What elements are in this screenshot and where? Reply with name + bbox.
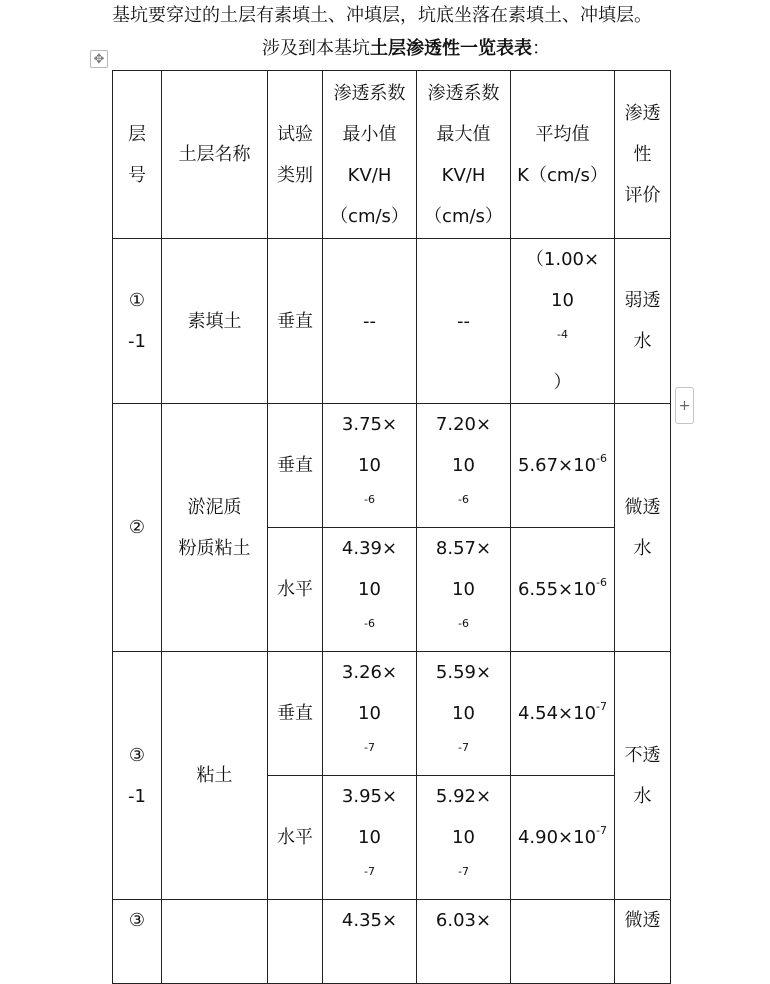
layer-no-cell: ① -1 xyxy=(113,239,162,404)
evaluation-cell: 微透 xyxy=(615,900,671,984)
kv-min-cell: 3.75× 10 $^{-6}$ xyxy=(323,404,417,528)
soil-name-cell: 淤泥质 粉质粘土 xyxy=(162,404,268,652)
header-evaluation: 渗透 性 评价 xyxy=(615,71,671,239)
table-row xyxy=(113,404,671,528)
test-type-cell: 水平 xyxy=(268,528,323,652)
header-row xyxy=(113,71,671,239)
evaluation-cell: 弱透 水 xyxy=(615,239,671,404)
kv-max-cell: 8.57× 10 $^{-6}$ xyxy=(417,528,511,652)
table-row xyxy=(113,900,671,984)
kv-min-cell: 3.26× 10 $^{-7}$ xyxy=(323,652,417,776)
kv-max-cell: 7.20× 10 $^{-6}$ xyxy=(417,404,511,528)
kv-max-cell: 6.03× xyxy=(417,900,511,984)
table-row xyxy=(113,239,671,404)
kv-min-cell: 4.35× xyxy=(323,900,417,984)
caption-suffix: ： xyxy=(532,38,550,59)
kv-max-cell: 5.59× 10 $^{-7}$ xyxy=(417,652,511,776)
header-test-type: 试验 类别 xyxy=(268,71,323,239)
plus-icon: + xyxy=(678,397,691,414)
table-move-handle[interactable] xyxy=(90,50,108,68)
test-type-cell: 垂直 xyxy=(268,652,323,776)
soil-name-cell: 素填土 xyxy=(162,239,268,404)
evaluation-cell: 不透 水 xyxy=(615,652,671,900)
average-cell: $4.54\times 10^{-7}$ xyxy=(511,652,615,776)
average-cell xyxy=(511,900,615,984)
test-type-cell: 垂直 xyxy=(268,239,323,404)
evaluation-cell: 微透 水 xyxy=(615,404,671,652)
layer-no-cell: ③ -1 xyxy=(113,652,162,900)
kv-min-cell: 3.95× 10 $^{-7}$ xyxy=(323,776,417,900)
kv-min-cell: 4.39× 10 $^{-6}$ xyxy=(323,528,417,652)
table-row xyxy=(113,652,671,776)
test-type-cell xyxy=(268,900,323,984)
soil-name-cell xyxy=(162,900,268,984)
kv-min-cell: -- xyxy=(323,239,417,404)
average-cell: $4.90\times 10^{-7}$ xyxy=(511,776,615,900)
header-soil-name: 土层名称 xyxy=(162,71,268,239)
kv-max-cell: -- xyxy=(417,239,511,404)
soil-name-cell: 粘土 xyxy=(162,652,268,900)
average-cell: $6.55\times 10^{-6}$ xyxy=(511,528,615,652)
header-kv-max: 渗透系数 最大值 KV/H （cm/s） xyxy=(417,71,511,239)
average-cell: $5.67\times 10^{-6}$ xyxy=(511,404,615,528)
caption-prefix: 涉及到本基坑 xyxy=(262,38,370,59)
test-type-cell: 水平 xyxy=(268,776,323,900)
average-cell: （1.00× 10 $^{-4}$ ） xyxy=(511,239,615,404)
layer-no-cell: ③ xyxy=(113,900,162,984)
intro-paragraph: 基坑要穿过的土层有素填土、冲填层，坑底坐落在素填土、冲填层。 xyxy=(112,5,652,26)
header-kv-min: 渗透系数 最小值 KV/H （cm/s） xyxy=(323,71,417,239)
header-average: 平均值 K（cm/s） xyxy=(511,71,615,239)
move-icon: ✥ xyxy=(93,51,105,67)
table-caption xyxy=(0,36,770,62)
caption-bold: 土层渗透性一览表表 xyxy=(370,38,532,59)
add-column-button[interactable] xyxy=(675,387,694,424)
kv-max-cell: 5.92× 10 $^{-7}$ xyxy=(417,776,511,900)
test-type-cell: 垂直 xyxy=(268,404,323,528)
layer-no-cell: ② xyxy=(113,404,162,652)
header-layer-no: 层 号 xyxy=(113,71,162,239)
permeability-table xyxy=(112,70,671,984)
